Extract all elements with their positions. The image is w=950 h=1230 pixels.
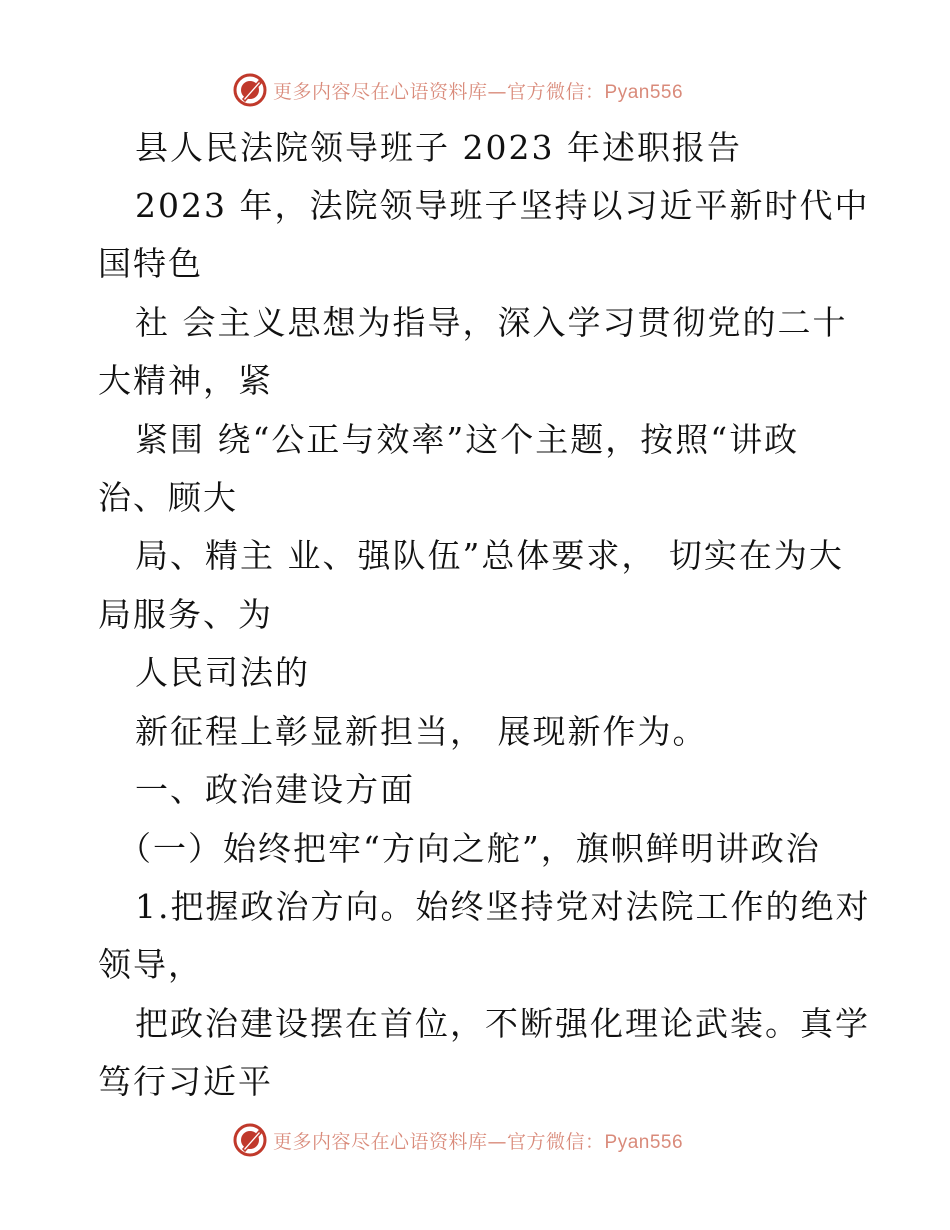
paragraph-line: 大精神，紧 [98, 361, 273, 400]
watermark-text: 更多内容尽在心语资料库—官方微信：Pyan556 [273, 80, 684, 103]
paragraph-line: 局、精主 业、强队伍”总体要求， 切实在为大 [135, 536, 844, 575]
pen-seal-icon [233, 73, 267, 107]
paragraph-line: 人民司法的 [135, 653, 310, 692]
subsection-heading: （一）始终把牢“方向之舵”，旗帜鲜明讲政治 [118, 829, 821, 868]
paragraph-line: 2023 年，法院领导班子坚持以习近平新时代中 [135, 186, 870, 225]
paragraph-line: 局服务、为 [98, 595, 273, 634]
paragraph-line: 国特色 [98, 244, 203, 283]
watermark-text: 更多内容尽在心语资料库—官方微信：Pyan556 [273, 1130, 684, 1153]
section-heading: 一、政治建设方面 [135, 770, 415, 809]
paragraph-line: 笃行习近平 [98, 1062, 273, 1101]
pen-seal-icon [233, 1123, 267, 1157]
paragraph-line: 社 会主义思想为指导，深入学习贯彻党的二十 [135, 303, 848, 342]
footer-watermark [233, 1120, 683, 1160]
paragraph-line: 紧围 绕“公正与效率”这个主题，按照“讲政 [135, 420, 800, 459]
paragraph-line: 1.把握政治方向。始终坚持党对法院工作的绝对 [135, 887, 871, 926]
paragraph-line: 治、顾大 [98, 478, 238, 517]
paragraph-line: 把政治建设摆在首位，不断强化理论武装。真学 [135, 1004, 870, 1043]
paragraph-line: 新征程上彰显新担当， 展现新作为。 [135, 712, 708, 751]
document-title: 县人民法院领导班子 2023 年述职报告 [135, 128, 742, 167]
paragraph-line: 领导， [98, 945, 203, 984]
header-watermark [233, 70, 683, 110]
